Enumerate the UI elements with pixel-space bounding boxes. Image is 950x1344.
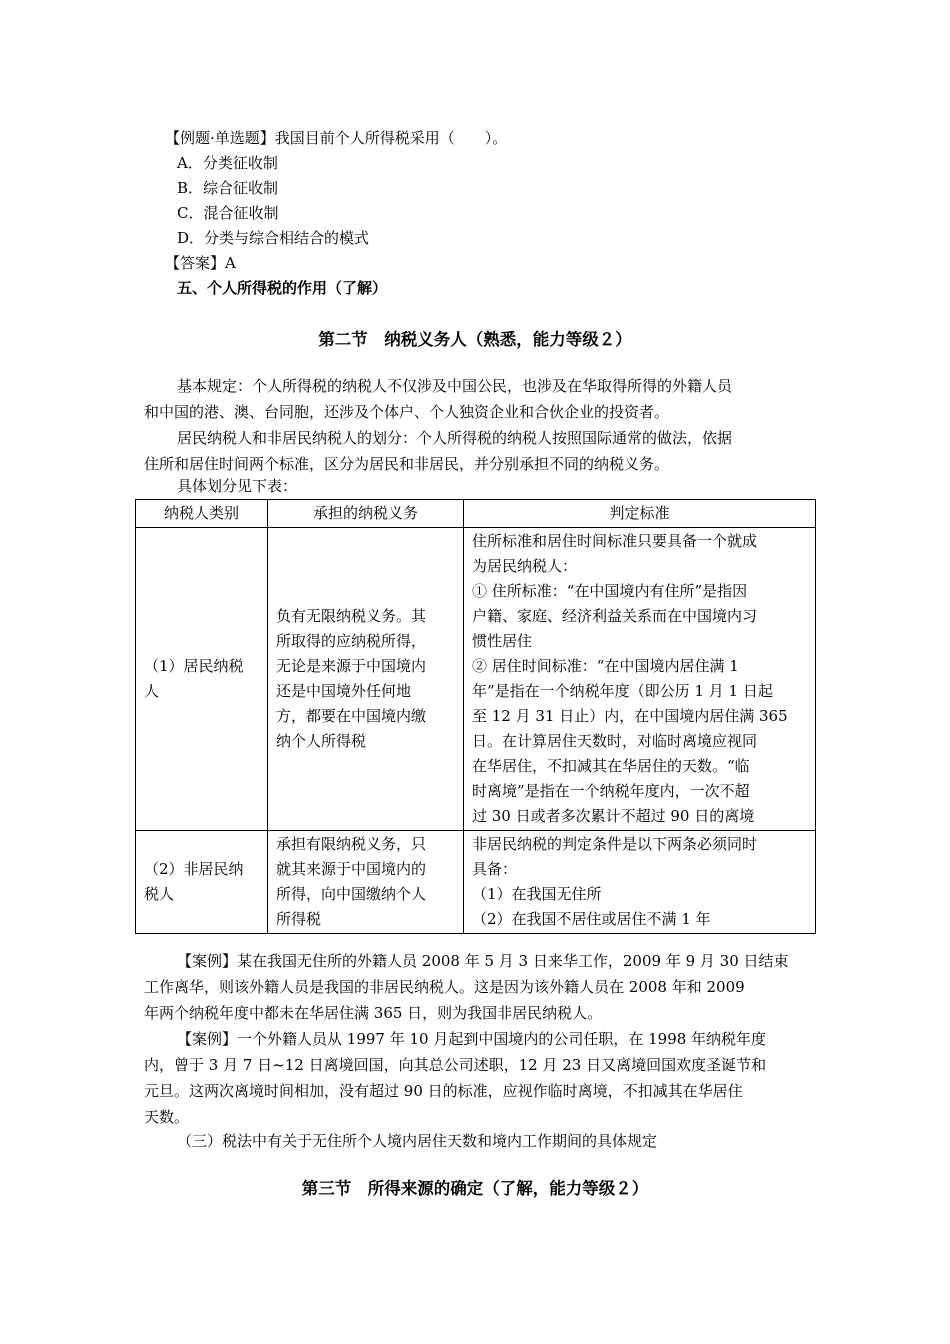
table-row-nonresident — [136, 831, 816, 934]
nonresident-criteria-line: （2）在我国不居住或居住不满 1 年 — [472, 910, 711, 928]
taxpayer-table — [135, 499, 816, 934]
table-header-row — [136, 500, 816, 528]
basic-rule-line2: 和中国的港、澳、台同胞，还涉及个体户、个人独资企业和合伙企业的投资者。 — [144, 403, 670, 421]
resident-criteria-line: 至 12 月 31 日止）内，在中国境内居住满 365 — [472, 707, 788, 725]
nonresident-duty-line: 所得，向中国缴纳个人 — [276, 885, 427, 903]
resident-criteria — [464, 528, 816, 831]
nonresident-category — [136, 831, 268, 934]
resident-criteria-line: 日。在计算居住天数时，对临时离境应视同 — [472, 732, 758, 750]
subsection3-heading: （三）税法中有关于无住所个人境内居住天数和境内工作期间的具体规定 — [177, 1132, 658, 1150]
resident-duty-line: 还是中国境外任何地 — [276, 682, 412, 700]
option-b: B．综合征收制 — [177, 179, 279, 197]
header-duty: 承担的纳税义务 — [268, 500, 464, 528]
resident-criteria-line: 住所标准和居住时间标准只要具备一个就成 — [472, 532, 758, 550]
header-category: 纳税人类别 — [136, 500, 268, 528]
option-c: C．混合征收制 — [177, 204, 279, 222]
resident-criteria-line: 惯性居住 — [472, 632, 533, 650]
resident-criteria-line: 在华居住，不扣减其在华居住的天数。“临 — [472, 757, 750, 775]
nonresident-duty-line: 所得税 — [276, 910, 322, 928]
resident-criteria-line: 年”是指在一个纳税年度（即公历 1 月 1 日起 — [472, 682, 773, 700]
resident-criteria-line: 为居民纳税人： — [472, 557, 578, 575]
nonresident-criteria — [464, 831, 816, 934]
case2-line4: 天数。 — [144, 1108, 190, 1126]
nonresident-category-line: （2）非居民纳 — [144, 860, 244, 878]
division-rule-line2: 住所和居住时间两个标准，区分为居民和非居民，并分别承担不同的纳税义务。 — [144, 455, 670, 473]
resident-criteria-line: ② 居住时间标准：“在中国境内居住满 1 — [472, 657, 739, 675]
table-intro: 具体划分见下表： — [177, 477, 298, 495]
nonresident-duty-line: 就其来源于中国境内的 — [276, 860, 427, 878]
table-row-resident — [136, 528, 816, 831]
nonresident-duty-line: 承担有限纳税义务，只 — [276, 835, 427, 853]
nonresident-criteria-line: （1）在我国无住所 — [472, 885, 602, 903]
case1-line3: 年两个纳税年度中都未在华居住满 365 日，则为我国非居民纳税人。 — [144, 1004, 603, 1022]
section3-title: 第三节 所得来源的确定（了解，能力等级２） — [301, 1179, 649, 1198]
case1-line1: 【案例】某在我国无住所的外籍人员 2008 年 5 月 3 日来华工作，2009 年 9 月 30 日结束 — [177, 952, 789, 970]
nonresident-duty — [268, 831, 464, 934]
resident-duty-line: 纳个人所得税 — [276, 732, 367, 750]
resident-criteria-line: 过 30 日或者多次累计不超过 90 日的离境 — [472, 807, 755, 825]
resident-category — [136, 528, 268, 831]
division-rule-line1: 居民纳税人和非居民纳税人的划分：个人所得税的纳税人按照国际通常的做法，依据 — [177, 429, 733, 447]
resident-category-line: （1）居民纳税 — [144, 657, 244, 675]
header-criteria: 判定标准 — [464, 500, 816, 528]
case2-line1: 【案例】一个外籍人员从 1997 年 10 月起到中国境内的公司任职，在 1998 年纳税年度 — [177, 1030, 767, 1048]
basic-rule-line1: 基本规定：个人所得税的纳税人不仅涉及中国公民，也涉及在华取得所得的外籍人员 — [177, 377, 733, 395]
resident-duty-line: 所取得的应纳税所得， — [276, 632, 427, 650]
resident-criteria-line: 时离境”是指在一个纳税年度内，一次不超 — [472, 782, 750, 800]
option-d: D．分类与综合相结合的模式 — [177, 229, 370, 247]
option-a: A．分类征收制 — [177, 154, 278, 172]
case2-line2: 内，曾于 3 月 7 日~12 日离境回国，向其总公司述职，12 月 23 日又离境回国欢度圣诞节和 — [144, 1056, 767, 1074]
nonresident-criteria-line: 具备： — [472, 860, 518, 878]
section2-title: 第二节 纳税义务人（熟悉，能力等级２） — [318, 330, 632, 349]
resident-duty-line: 方，都要在中国境内缴 — [276, 707, 427, 725]
resident-duty-line: 负有无限纳税义务。其 — [276, 607, 427, 625]
nonresident-category-line: 税人 — [144, 885, 175, 903]
exercise-answer: 【答案】A — [165, 254, 236, 272]
resident-criteria-line: ① 住所标准：“在中国境内有住所”是指因 — [472, 582, 748, 600]
section5-heading: 五、个人所得税的作用（了解） — [177, 279, 388, 297]
resident-duty-line: 无论是来源于中国境内 — [276, 657, 427, 675]
nonresident-criteria-line: 非居民纳税的判定条件是以下两条必须同时 — [472, 835, 758, 853]
resident-criteria-line: 户籍、家庭、经济利益关系而在中国境内习 — [472, 607, 758, 625]
case2-line3: 元旦。这两次离境时间相加，没有超过 90 日的标准，应视作临时离境，不扣减其在华居住 — [144, 1082, 743, 1100]
case1-line2: 工作离华，则该外籍人员是我国的非居民纳税人。这是因为该外籍人员在 2008 年和 2009 — [144, 978, 745, 996]
exercise-question: 【例题·单选题】我国目前个人所得税采用（ ）。 — [165, 129, 508, 147]
resident-duty — [268, 528, 464, 831]
resident-category-line: 人 — [144, 682, 160, 700]
